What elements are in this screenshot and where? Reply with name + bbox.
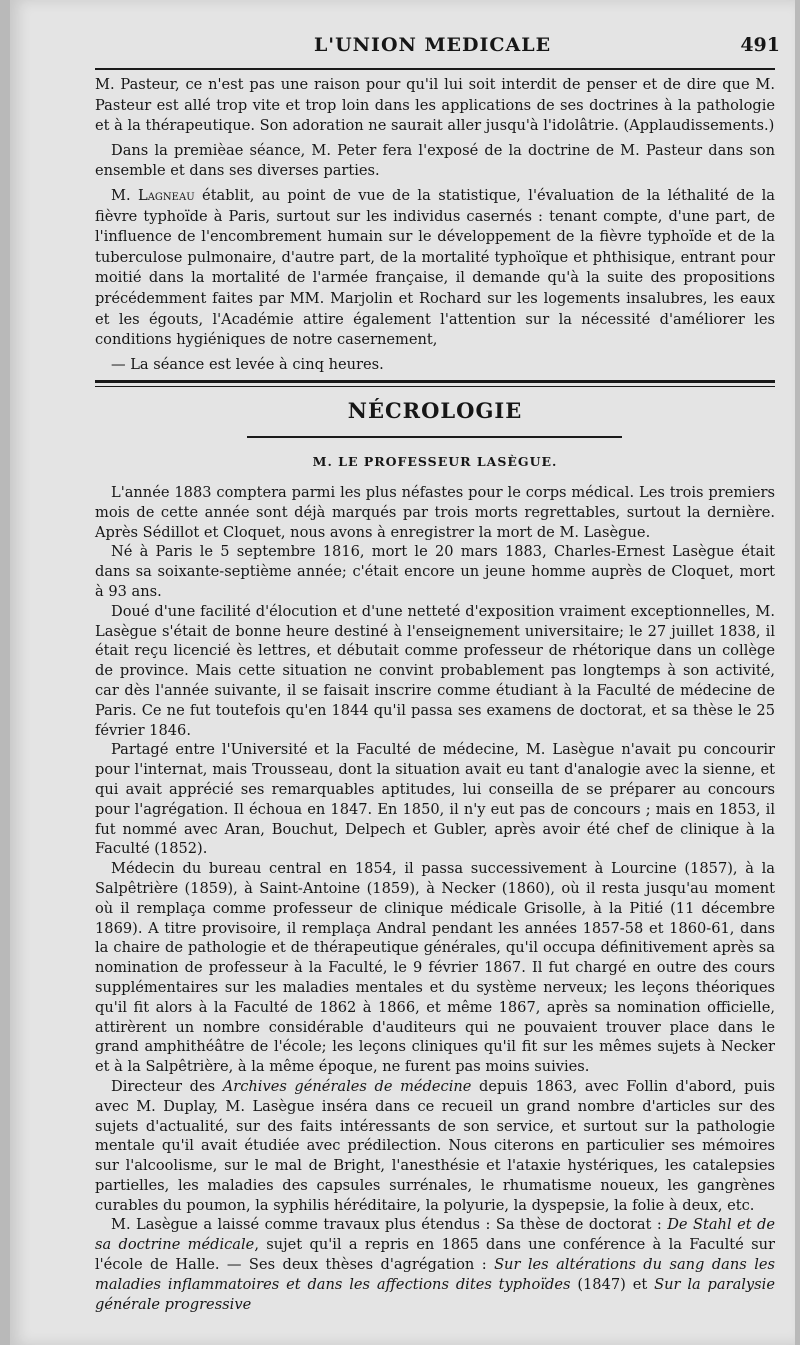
- paragraph: M. Pasteur, ce n'est pas une raison pour qu'il lui soit interdit de penser et de dire que M. Pasteur est allé trop vite et trop loin dans les applications de ses doctrines à la pathologie et à la thérapeutique. Son adoration ne saurait aller jusqu'à l'idolâtrie. (Applaudissements.): [95, 76, 775, 135]
- paragraph: [95, 1077, 775, 1216]
- journal-name: Archives générales de médecine: [222, 1077, 472, 1095]
- paragraph: [95, 1215, 775, 1314]
- obituary-text: [95, 483, 775, 1314]
- paragraph-lagneau: [95, 186, 775, 351]
- text-run: depuis 1863, avec Follin d'abord, puis avec M. Duplay, M. Lasègue inséra dans ce recueil un grand nombre d'articles sur des sujets d'actualité, sur des faits intéressants de son service, et surtout sur la pathologie mentale qu'il avait étudiée avec prédilection. Nous citerons en particulier ses mémoires sur l'alcoolisme, sur le mal de Bright, l'anesthésie et l'ataxie hystériques, les catalepsies partielles, les maladies des capsules surrénales, le rhumatisme noueux, les gangrènes curables du poumon, la syphilis héréditaire, la polyurie, la dyspepsie, la folie à deux, etc.: [95, 1077, 776, 1214]
- journal-title: L'UNION MEDICALE: [313, 34, 552, 56]
- text-run: M.: [111, 186, 139, 204]
- work-title: Sur la paralysie générale progressive: [95, 1275, 775, 1313]
- title-underline: [247, 436, 622, 438]
- section-subtitle: M. LE PROFESSEUR LASÈGUE.: [312, 454, 558, 469]
- paragraph: Doué d'une facilité d'élocution et d'une netteté d'exposition vraiment exceptionnelles, M. Lasègue s'était de bonne heure destiné à l'enseignement universitaire; le 27 juillet 1838, il était reçu licencié ès lettres, et débutait comme professeur de rhétorique dans un collège de province. Mais cette situation ne convint probablement pas longtemps à son activité, car dès l'année suivante, il se faisait inscrire comme étudiant à la Faculté de médecine de Paris. Ce ne fut toutefois qu'en 1844 qu'il passa ses examens de doctorat, et sa thèse le 25 février 1846.: [95, 602, 775, 739]
- text-run: , sujet qu'il a repris en 1865 dans une conférence à la Faculté sur l'école de Halle. — Ses deux thèses d'agrégation :: [95, 1236, 775, 1274]
- work-title: Sur les altérations du sang dans les maladies inflammatoires et dans les affections dites typhoïdes: [95, 1256, 775, 1293]
- text-run: (1847) et: [570, 1275, 655, 1293]
- closing-line: — La séance est levée à cinq heures.: [111, 355, 384, 373]
- paragraph: Né à Paris le 5 septembre 1816, mort le 20 mars 1883, Charles-Ernest Lasègue était dans sa soixante-septième année; c'était encore un jeune homme auprès de Cloquet, mort à 93 ans.: [95, 543, 775, 600]
- page: [10, 0, 795, 1345]
- section-rule-thin: [95, 386, 775, 387]
- text-run: établit, au point de vue de la statistique, l'évaluation de la léthalité de la fièvre typhoïde à Paris, surtout sur les individus casernés : tenant compte, d'une part, de l'influence de l'encombrement humain sur le développement de la fièvre typhoïde et de la tuberculose pulmonaire, d'autre part, de la mortalité typhoïque et phthisique, entrant pour moitié dans la mortalité de l'armée française, il demande qu'à la suite des propositions précédemment faites par MM. Marjolin et Rochard sur les logements insalubres, les eaux et les égouts, l'Académie attire également l'attention sur la nécessité d'améliorer les conditions hygiéniques de notre casernement,: [95, 186, 775, 349]
- text-run: Directeur des: [111, 1077, 223, 1095]
- running-header: [85, 30, 780, 60]
- paragraph: Partagé entre l'Université et la Faculté de médecine, M. Lasègue n'avait pu concourir pour l'internat, mais Trousseau, dont la situation avait eu tant d'analogie avec la sienne, et qui avait apprécié ses remarquables aptitudes, lui conseilla de se préparer au concours pour l'agrégation. Il échoua en 1847. En 1850, il n'y eut pas de concours ; mais en 1853, il fut nommé avec Aran, Bouchut, Delpech et Gubler, après avoir été chef de clinique à la Faculté (1852).: [95, 741, 775, 858]
- author-name: Lagneau: [138, 186, 195, 204]
- session-report: [95, 75, 775, 375]
- work-title: De Stahl et de sa doctrine médicale: [95, 1216, 775, 1254]
- section-title: NÉCROLOGIE: [347, 398, 523, 423]
- section-rule-top: [95, 380, 775, 383]
- paragraph: L'année 1883 comptera parmi les plus néfastes pour le corps médical. Les trois premiers mois de cette année sont déjà marqués par trois morts regrettables, surtout la dernière. Après Sédillot et Cloquet, nous avons à enregistrer la mort de M. Lasègue.: [95, 484, 775, 541]
- paragraph: Dans la premièae séance, M. Peter fera l'exposé de la doctrine de M. Pasteur dans son ensemble et dans ses diverses parties.: [95, 141, 775, 180]
- paragraph: Médecin du bureau central en 1854, il passa successivement à Lourcine (1857), à la Salpêtrière (1859), à Saint-Antoine (1859), à Necker (1860), où il resta jusqu'au moment où il remplaça comme professeur de clinique médicale Grisolle, à la Pitié (11 décembre 1869). A titre provisoire, il remplaça Andral pendant les années 1857-58 et 1860-61, dans la chaire de pathologie et de thérapeutique générales, qu'il occupa définitivement après sa nomination de professeur à la Faculté, le 9 février 1867. Il fut chargé en outre des cours supplémentaires sur les maladies mentales et du système nerveux; les leçons théoriques qu'il fit alors à la Faculté de 1862 à 1866, et même 1867, après sa nomination officielle, attirèrent un nombre considérable d'auditeurs qui ne pouvaient trouver place dans le grand amphithéâtre de l'école; les leçons cliniques qu'il fit sur les mêmes sujets à Necker et à la Salpêtrière, à la même époque, ne furent pas moins suivies.: [95, 860, 775, 1076]
- text-run: M. Lasègue a laissé comme travaux plus étendus : Sa thèse de doctorat :: [111, 1216, 668, 1234]
- header-rule: [95, 68, 775, 70]
- page-number: 491: [740, 34, 780, 56]
